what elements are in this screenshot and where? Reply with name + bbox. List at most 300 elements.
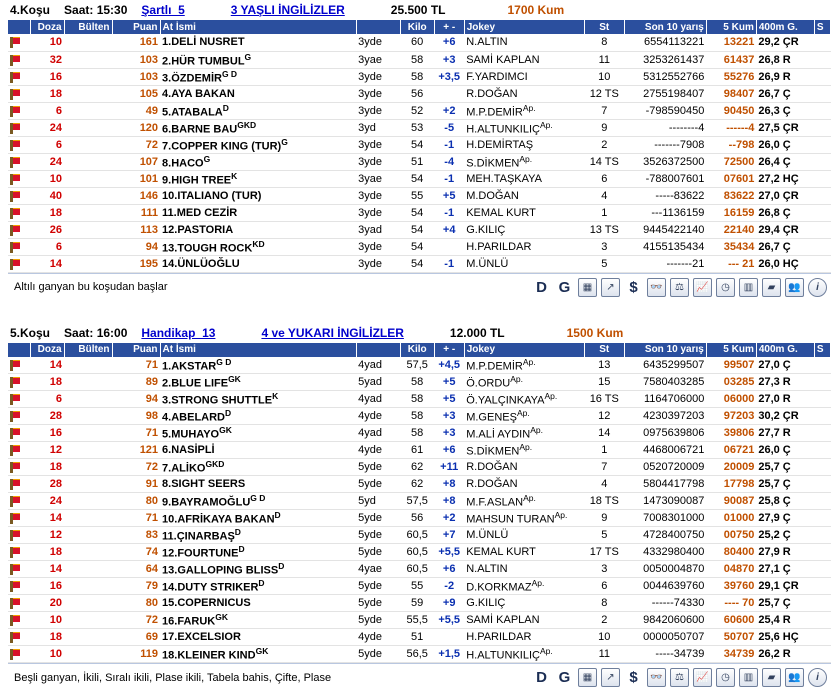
scale-icon[interactable]: ⚖ [670, 278, 689, 297]
cell-bulten [64, 85, 112, 102]
cell-horse-name[interactable] [160, 68, 356, 85]
table-row[interactable] [8, 510, 831, 527]
cell-st: 16 TS [584, 391, 624, 408]
cell-horse-name[interactable] [160, 170, 356, 187]
col-plus-minus[interactable]: + - [434, 343, 464, 357]
table-row[interactable] [8, 119, 831, 136]
cell-bulten [64, 595, 112, 612]
cell-plus-minus: +6 [434, 561, 464, 578]
race-flag-icon[interactable] [8, 459, 30, 476]
cell-mesafe: 4yde [356, 442, 400, 459]
jokey-name-text: H.PARILDAR [466, 241, 531, 253]
table-row[interactable] [8, 544, 831, 561]
cell-puan: 161 [112, 34, 160, 51]
cell-5kum: 50707 [706, 629, 756, 646]
cell-horse-name[interactable] [160, 391, 356, 408]
jokey-name-text: M.P.DEMİR [466, 106, 523, 118]
race-flag-icon[interactable] [8, 391, 30, 408]
cell-s [814, 357, 830, 374]
cell-5kum: 97203 [706, 408, 756, 425]
cell-5kum: --798 [706, 136, 756, 153]
race-flag-icon[interactable] [8, 544, 30, 561]
cell-jokey[interactable] [464, 595, 584, 612]
cell-jokey[interactable] [464, 119, 584, 136]
table-row[interactable] [8, 68, 831, 85]
cell-horse-name[interactable] [160, 119, 356, 136]
table-row[interactable] [8, 493, 831, 510]
cell-jokey[interactable] [464, 68, 584, 85]
horse-name-sup: D [278, 561, 284, 571]
cell-5kum: 03285 [706, 374, 756, 391]
table-row[interactable] [8, 221, 831, 238]
d-letter-icon[interactable]: D [532, 668, 551, 687]
footer-note: Beşli ganyan, İkili, Sıralı ikili, Plase ikili, Tabela bahis, Çifte, Plase [10, 672, 532, 684]
cell-kilo: 58 [400, 391, 434, 408]
cell-mesafe: 4yad [356, 357, 400, 374]
table-row[interactable] [8, 612, 831, 629]
cell-jokey[interactable] [464, 629, 584, 646]
table-row[interactable] [8, 476, 831, 493]
table-row[interactable] [8, 357, 831, 374]
jokey-name-text: M.ALİ AYDIN [466, 429, 530, 441]
race-flag-icon[interactable] [8, 646, 30, 663]
jokey-name-text: M.ÜNLÜ [466, 529, 508, 541]
race-rows-4 [8, 34, 831, 272]
col-bulten[interactable]: Bülten [64, 343, 112, 357]
col-kilo[interactable]: Kilo [400, 343, 434, 357]
horse-name-text: 7.ALİKO [162, 463, 205, 475]
col-jokey[interactable]: Jokey [464, 343, 584, 357]
race-flag-icon[interactable] [8, 187, 30, 204]
cell-horse-name[interactable] [160, 510, 356, 527]
cell-doza: 10 [30, 170, 64, 187]
col-doza[interactable]: Doza [30, 20, 64, 34]
cell-400m: 26,8 R [756, 51, 814, 68]
footer-icons-5 [532, 668, 829, 687]
cell-bulten [64, 425, 112, 442]
table-row[interactable] [8, 459, 831, 476]
graph-icon[interactable]: 📈 [693, 278, 712, 297]
table-row[interactable] [8, 204, 831, 221]
chart-up-icon[interactable]: ↗ [601, 278, 620, 297]
race-flag-icon[interactable] [8, 357, 30, 374]
calendar-icon[interactable]: ▦ [578, 278, 597, 297]
calendar-icon[interactable]: ▦ [578, 668, 597, 687]
jokey-sup: Ap. [519, 442, 532, 452]
cell-plus-minus: -1 [434, 170, 464, 187]
cell-mesafe: 5yde [356, 595, 400, 612]
race-flag-icon[interactable] [8, 476, 30, 493]
horse-name-sup: GKD [237, 120, 256, 130]
cell-jokey[interactable] [464, 391, 584, 408]
cell-jokey[interactable] [464, 578, 584, 595]
race-flag-icon[interactable] [8, 170, 30, 187]
cell-mesafe: 3yde [356, 255, 400, 272]
cell-jokey[interactable] [464, 561, 584, 578]
cell-mesafe: 4yde [356, 408, 400, 425]
table-row[interactable] [8, 34, 831, 51]
race-flag-icon[interactable] [8, 578, 30, 595]
race-type-link[interactable]: Şartlı_5 [141, 3, 184, 17]
race-flag-icon[interactable] [8, 119, 30, 136]
cell-horse-name[interactable] [160, 629, 356, 646]
table-row[interactable] [8, 153, 831, 170]
race-flag-icon[interactable] [8, 221, 30, 238]
cell-doza: 12 [30, 442, 64, 459]
cell-5kum: 39806 [706, 425, 756, 442]
cell-plus-minus: +11 [434, 459, 464, 476]
table-row[interactable] [8, 646, 831, 663]
cell-horse-name[interactable] [160, 221, 356, 238]
cell-puan: 111 [112, 204, 160, 221]
cell-bulten [64, 136, 112, 153]
cell-horse-name[interactable] [160, 544, 356, 561]
cell-plus-minus: +5 [434, 187, 464, 204]
race-flag-icon[interactable] [8, 612, 30, 629]
cell-st: 3 [584, 238, 624, 255]
col-bulten[interactable]: Bülten [64, 20, 112, 34]
cell-plus-minus: -1 [434, 204, 464, 221]
cell-400m: 27,3 R [756, 374, 814, 391]
clock-icon[interactable]: ◷ [716, 278, 735, 297]
cell-mesafe: 5yde [356, 527, 400, 544]
horse-name-sup: G D [216, 357, 231, 367]
graph-icon[interactable]: 📈 [693, 668, 712, 687]
cell-son10: 4332980400 [624, 544, 706, 561]
cell-5kum: 39760 [706, 578, 756, 595]
people-icon[interactable]: 👥 [785, 668, 804, 687]
race-flag-icon[interactable] [8, 136, 30, 153]
cell-horse-name[interactable] [160, 493, 356, 510]
cell-son10: 1164706000 [624, 391, 706, 408]
col-doza[interactable]: Doza [30, 343, 64, 357]
cell-son10: 9445422140 [624, 221, 706, 238]
cell-jokey[interactable] [464, 357, 584, 374]
cell-horse-name[interactable] [160, 255, 356, 272]
jokey-sup: Ap. [517, 408, 530, 418]
g-letter-icon[interactable]: G [555, 668, 574, 687]
race-flag-icon[interactable] [8, 408, 30, 425]
cell-400m: 25,6 HÇ [756, 629, 814, 646]
cell-plus-minus: +8 [434, 476, 464, 493]
table-row[interactable] [8, 425, 831, 442]
binoculars-icon[interactable]: 👓 [647, 668, 666, 687]
cell-mesafe: 5yde [356, 578, 400, 595]
clock-icon[interactable]: ◷ [716, 668, 735, 687]
cell-jokey[interactable] [464, 238, 584, 255]
horse-name-sup: D [235, 527, 241, 537]
cell-st: 12 TS [584, 85, 624, 102]
cell-jokey[interactable] [464, 170, 584, 187]
cell-jokey[interactable] [464, 374, 584, 391]
cell-plus-minus: +6 [434, 442, 464, 459]
race-class-link[interactable]: 4 ve YUKARI İNGİLİZLER [261, 326, 403, 340]
race-class-link[interactable]: 3 YAŞLI İNGİLİZLER [231, 3, 345, 17]
cell-jokey[interactable] [464, 102, 584, 119]
race-flag-icon[interactable] [8, 595, 30, 612]
cell-bulten [64, 442, 112, 459]
col-s[interactable]: S [814, 20, 830, 34]
horse-name-sup: KD [252, 239, 264, 249]
col-kilo[interactable]: Kilo [400, 20, 434, 34]
cell-doza: 16 [30, 578, 64, 595]
table-row[interactable] [8, 442, 831, 459]
cell-doza: 28 [30, 408, 64, 425]
cell-jokey[interactable] [464, 527, 584, 544]
cell-400m: 25,8 Ç [756, 493, 814, 510]
cell-jokey[interactable] [464, 544, 584, 561]
cell-doza: 18 [30, 204, 64, 221]
cell-kilo: 53 [400, 119, 434, 136]
table-row[interactable] [8, 136, 831, 153]
cell-s [814, 646, 830, 663]
col-son10[interactable]: Son 10 yarış [624, 343, 706, 357]
horse-name-sup: D [223, 103, 229, 113]
cell-doza: 26 [30, 221, 64, 238]
cell-mesafe: 5yde [356, 544, 400, 561]
cell-kilo: 54 [400, 221, 434, 238]
race-flag-icon[interactable] [8, 561, 30, 578]
info-icon[interactable]: i [808, 668, 827, 687]
col-at-ismi[interactable]: At İsmi [160, 343, 356, 357]
race-flag-icon[interactable] [8, 255, 30, 272]
jokey-name-text: M.DOĞAN [466, 190, 519, 202]
cell-son10: 0050004870 [624, 561, 706, 578]
cell-horse-name[interactable] [160, 595, 356, 612]
col-400m[interactable]: 400m G. [756, 20, 814, 34]
race-flag-icon[interactable] [8, 238, 30, 255]
horse-name-text: 12.PASTORIA [162, 224, 233, 236]
table-row[interactable] [8, 187, 831, 204]
people-icon[interactable]: 👥 [785, 278, 804, 297]
jokey-sup: Ap. [519, 154, 532, 164]
cell-jokey[interactable] [464, 34, 584, 51]
stands-icon[interactable]: ▰ [762, 278, 781, 297]
table-row[interactable] [8, 595, 831, 612]
info-icon[interactable]: i [808, 278, 827, 297]
table-row[interactable] [8, 51, 831, 68]
cell-400m: 27,2 HÇ [756, 170, 814, 187]
scale-icon[interactable]: ⚖ [670, 668, 689, 687]
col-st[interactable]: St [584, 20, 624, 34]
col-400m[interactable]: 400m G. [756, 343, 814, 357]
table-row[interactable] [8, 255, 831, 272]
cell-horse-name[interactable] [160, 459, 356, 476]
cell-jokey[interactable] [464, 510, 584, 527]
race-prize: 12.000 TL [450, 326, 505, 340]
cell-jokey[interactable] [464, 85, 584, 102]
cell-horse-name[interactable] [160, 153, 356, 170]
cell-bulten [64, 51, 112, 68]
horse-name-text: 15.COPERNICUS [162, 597, 251, 609]
horse-name-text: 6.BARNE BAU [162, 123, 237, 135]
cell-jokey[interactable] [464, 459, 584, 476]
table-row[interactable] [8, 170, 831, 187]
horse-name-text: 6.NASİPLİ [162, 444, 215, 456]
cell-jokey[interactable] [464, 204, 584, 221]
cell-jokey[interactable] [464, 425, 584, 442]
race-flag-icon[interactable] [8, 102, 30, 119]
cell-bulten [64, 68, 112, 85]
race-flag-icon[interactable] [8, 425, 30, 442]
cell-horse-name[interactable] [160, 204, 356, 221]
cell-horse-name[interactable] [160, 374, 356, 391]
footer-icons-4 [532, 278, 829, 297]
race-flag-icon[interactable] [8, 442, 30, 459]
race-flag-icon[interactable] [8, 85, 30, 102]
cell-jokey[interactable] [464, 221, 584, 238]
race-flag-icon[interactable] [8, 629, 30, 646]
cell-horse-name[interactable] [160, 51, 356, 68]
cell-5kum: 60600 [706, 612, 756, 629]
stands-icon[interactable]: ▰ [762, 668, 781, 687]
cell-horse-name[interactable] [160, 34, 356, 51]
cell-horse-name[interactable] [160, 612, 356, 629]
cell-st: 4 [584, 187, 624, 204]
binoculars-icon[interactable]: 👓 [647, 278, 666, 297]
cell-jokey[interactable] [464, 408, 584, 425]
cell-s [814, 153, 830, 170]
cell-bulten [64, 493, 112, 510]
cell-plus-minus: +5,5 [434, 544, 464, 561]
race-flag-icon[interactable] [8, 527, 30, 544]
cell-doza: 18 [30, 629, 64, 646]
cell-kilo: 60 [400, 34, 434, 51]
cell-horse-name[interactable] [160, 85, 356, 102]
cell-horse-name[interactable] [160, 425, 356, 442]
table-row[interactable] [8, 527, 831, 544]
cell-horse-name[interactable] [160, 646, 356, 663]
jokey-name-text: R.DOĞAN [466, 461, 517, 473]
cell-jokey[interactable] [464, 255, 584, 272]
cell-jokey[interactable] [464, 51, 584, 68]
cell-puan: 83 [112, 527, 160, 544]
cell-puan: 49 [112, 102, 160, 119]
cell-puan: 72 [112, 612, 160, 629]
table-row[interactable] [8, 408, 831, 425]
race-flag-icon[interactable] [8, 68, 30, 85]
race-flag-icon[interactable] [8, 153, 30, 170]
cell-kilo: 56 [400, 510, 434, 527]
cell-son10: 4230397203 [624, 408, 706, 425]
col-5kum[interactable]: 5 Kum [706, 20, 756, 34]
cell-kilo: 62 [400, 476, 434, 493]
col-jokey[interactable]: Jokey [464, 20, 584, 34]
jokey-sup: Ap. [540, 120, 553, 130]
cell-jokey[interactable] [464, 136, 584, 153]
g-letter-icon[interactable]: G [555, 278, 574, 297]
cell-jokey[interactable] [464, 187, 584, 204]
race-flag-icon[interactable] [8, 493, 30, 510]
col-at-ismi[interactable]: At İsmi [160, 20, 356, 34]
race-rows-5 [8, 357, 831, 663]
cell-jokey[interactable] [464, 476, 584, 493]
race-flag-icon[interactable] [8, 51, 30, 68]
cell-horse-name[interactable] [160, 136, 356, 153]
cell-s [814, 374, 830, 391]
col-5kum[interactable]: 5 Kum [706, 343, 756, 357]
cell-horse-name[interactable] [160, 476, 356, 493]
cell-horse-name[interactable] [160, 187, 356, 204]
cell-400m: 26,0 HÇ [756, 255, 814, 272]
cell-doza: 14 [30, 357, 64, 374]
table-row[interactable] [8, 238, 831, 255]
cell-horse-name[interactable] [160, 561, 356, 578]
cell-jokey[interactable] [464, 493, 584, 510]
race-flag-icon[interactable] [8, 34, 30, 51]
cell-mesafe: 5yad [356, 374, 400, 391]
cell-doza: 18 [30, 85, 64, 102]
table-row[interactable] [8, 578, 831, 595]
cell-plus-minus: +8 [434, 493, 464, 510]
cell-plus-minus: -1 [434, 255, 464, 272]
grid-icon[interactable]: ▥ [739, 668, 758, 687]
money-icon[interactable]: $ [624, 278, 643, 297]
col-icon [8, 343, 30, 357]
col-puan[interactable]: Puan [112, 20, 160, 34]
cell-horse-name[interactable] [160, 238, 356, 255]
cell-st: 8 [584, 595, 624, 612]
cell-horse-name[interactable] [160, 578, 356, 595]
race-type-link[interactable]: Handikap_13 [141, 326, 215, 340]
table-row[interactable] [8, 85, 831, 102]
chart-up-icon[interactable]: ↗ [601, 668, 620, 687]
col-puan[interactable]: Puan [112, 343, 160, 357]
cell-jokey[interactable] [464, 442, 584, 459]
cell-5kum: 83622 [706, 187, 756, 204]
table-row[interactable] [8, 391, 831, 408]
cell-horse-name[interactable] [160, 442, 356, 459]
col-plus-minus[interactable]: + - [434, 20, 464, 34]
cell-horse-name[interactable] [160, 527, 356, 544]
race-flag-icon[interactable] [8, 510, 30, 527]
table-row[interactable] [8, 629, 831, 646]
d-letter-icon[interactable]: D [532, 278, 551, 297]
cell-st: 13 [584, 357, 624, 374]
cell-s [814, 170, 830, 187]
cell-jokey[interactable] [464, 612, 584, 629]
cell-jokey[interactable] [464, 646, 584, 663]
cell-doza: 6 [30, 102, 64, 119]
money-icon[interactable]: $ [624, 668, 643, 687]
cell-st: 3 [584, 561, 624, 578]
cell-400m: 25,7 Ç [756, 476, 814, 493]
cell-bulten [64, 476, 112, 493]
race-flag-icon[interactable] [8, 204, 30, 221]
cell-kilo: 59 [400, 595, 434, 612]
cell-horse-name[interactable] [160, 357, 356, 374]
race-flag-icon[interactable] [8, 374, 30, 391]
cell-5kum: 22140 [706, 221, 756, 238]
col-st[interactable]: St [584, 343, 624, 357]
col-s[interactable]: S [814, 343, 830, 357]
horse-name-text: 1.DELİ NUSRET [162, 36, 245, 48]
grid-icon[interactable]: ▥ [739, 278, 758, 297]
table-row[interactable] [8, 561, 831, 578]
cell-horse-name[interactable] [160, 408, 356, 425]
col-son10[interactable]: Son 10 yarış [624, 20, 706, 34]
cell-jokey[interactable] [464, 153, 584, 170]
table-row[interactable] [8, 102, 831, 119]
cell-horse-name[interactable] [160, 102, 356, 119]
cell-400m: 29,2 ÇR [756, 34, 814, 51]
table-row[interactable] [8, 374, 831, 391]
cell-puan: 74 [112, 544, 160, 561]
cell-st: 9 [584, 119, 624, 136]
cell-400m: 26,9 R [756, 68, 814, 85]
horse-name-text: 5.ATABALA [162, 106, 223, 118]
cell-doza: 6 [30, 136, 64, 153]
